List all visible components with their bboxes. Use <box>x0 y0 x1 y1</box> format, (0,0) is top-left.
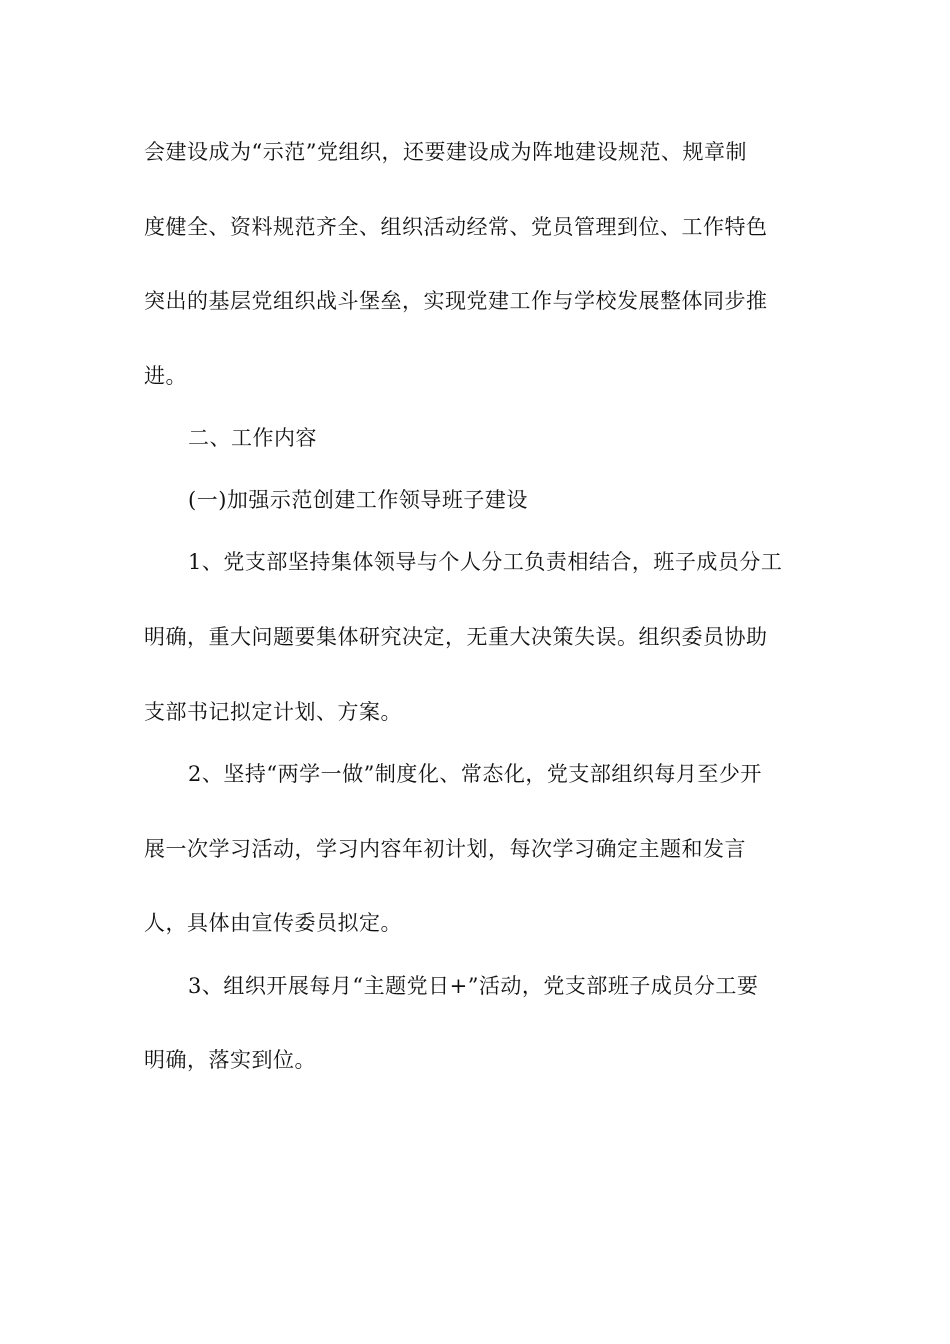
text-line: 支部书记拟定计划、方案。 <box>144 700 402 724</box>
text-line: 明确，落实到位。 <box>144 1048 316 1072</box>
text-line: 明确，重大问题要集体研究决定，无重大决策失误。组织委员协助 <box>144 625 768 649</box>
text-line: 会建设成为“示范”党组织，还要建设成为阵地建设规范、规章制 <box>144 140 747 164</box>
text-line: 人，具体由宣传委员拟定。 <box>144 911 402 935</box>
text-line: 度健全、资料规范齐全、组织活动经常、党员管理到位、工作特色 <box>144 215 768 239</box>
subsection-heading: (一)加强示范创建工作领导班子建设 <box>188 488 528 512</box>
text-line: 进。 <box>144 364 187 388</box>
text-line: 3、组织开展每月“主题党日+”活动，党支部班子成员分工要 <box>188 974 759 998</box>
text-line: 1、党支部坚持集体领导与个人分工负责相结合，班子成员分工 <box>188 550 783 574</box>
text-line: 2、坚持“两学一做”制度化、常态化，党支部组织每月至少开 <box>188 762 762 786</box>
section-heading: 二、工作内容 <box>188 426 317 450</box>
text-line: 突出的基层党组织战斗堡垒，实现党建工作与学校发展整体同步推 <box>144 289 768 313</box>
text-line: 展一次学习活动，学习内容年初计划，每次学习确定主题和发言 <box>144 837 746 861</box>
